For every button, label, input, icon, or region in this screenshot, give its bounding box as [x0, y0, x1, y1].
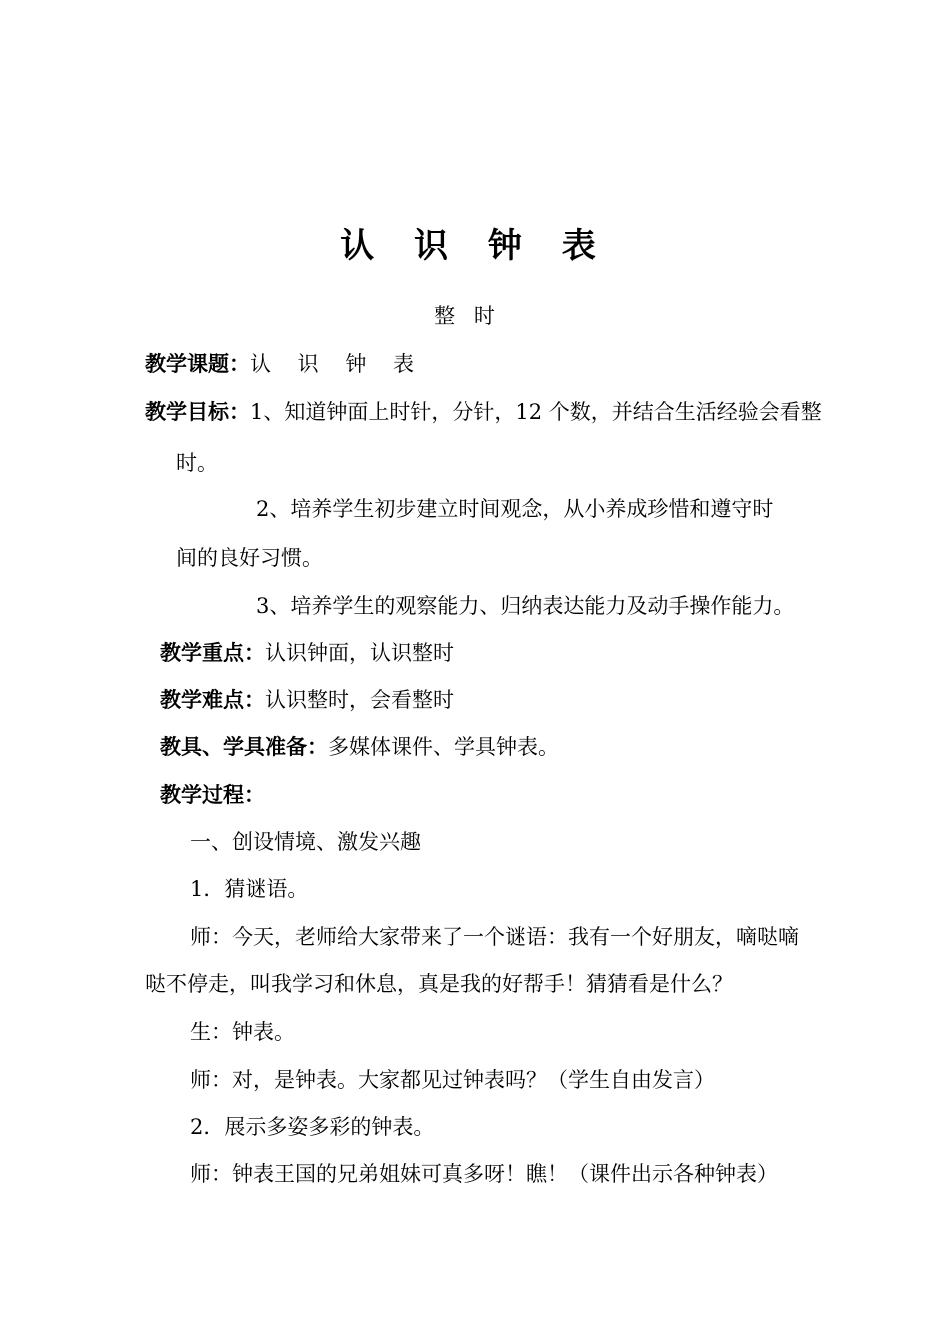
paragraph-4: 师：钟表王国的兄弟姐妹可真多呀！瞧！（课件出示各种钟表）	[190, 1162, 778, 1186]
difficulty-label: 教学难点：	[160, 688, 265, 712]
section-1-heading: 一、创设情境、激发兴趣	[190, 830, 421, 854]
goals-label: 教学目标：	[145, 400, 250, 424]
tools-value: 多媒体课件、学具钟表。	[328, 735, 559, 759]
paragraph-1-line-2: 哒不停走，叫我学习和休息，真是我的好帮手！猜猜看是什么？	[145, 972, 733, 996]
key-point-value: 认识钟面，认识整时	[265, 641, 454, 665]
goal-1-line-1: 1、知道钟面上时针，分针，12 个数，并结合生活经验会看整	[250, 400, 822, 424]
item-2-heading: 2．展示多姿多彩的钟表。	[190, 1115, 435, 1139]
paragraph-2: 生：钟表。	[190, 1020, 295, 1044]
difficulty-value: 认识整时，会看整时	[265, 688, 454, 712]
item-1-heading: 1．猜谜语。	[190, 877, 309, 901]
process-label: 教学过程：	[160, 783, 265, 807]
goals-row	[145, 398, 822, 426]
topic-value: 认 识 钟 表	[250, 352, 425, 376]
tools-row	[160, 733, 559, 761]
paragraph-1-line-1: 师：今天，老师给大家带来了一个谜语：我有一个好朋友，嘀哒嘀	[190, 925, 799, 949]
goal-2-line-2: 间的良好习惯。	[176, 546, 323, 570]
page-subtitle: 整 时	[434, 304, 501, 328]
tools-label: 教具、学具准备：	[160, 735, 328, 759]
goal-2-line-1: 2、培养学生初步建立时间观念，从小养成珍惜和遵守时	[256, 497, 774, 521]
topic-label: 教学课题：	[145, 352, 250, 376]
paragraph-3: 师：对，是钟表。大家都见过钟表吗？（学生自由发言）	[190, 1068, 715, 1092]
goal-3: 3、培养学生的观察能力、归纳表达能力及动手操作能力。	[256, 594, 795, 618]
key-point-row	[160, 639, 454, 667]
page-title: 认 识 钟 表	[340, 226, 610, 266]
key-point-label: 教学重点：	[160, 641, 265, 665]
topic-row	[145, 350, 424, 378]
difficulty-row	[160, 686, 454, 714]
goal-1-line-2: 时。	[176, 451, 218, 475]
